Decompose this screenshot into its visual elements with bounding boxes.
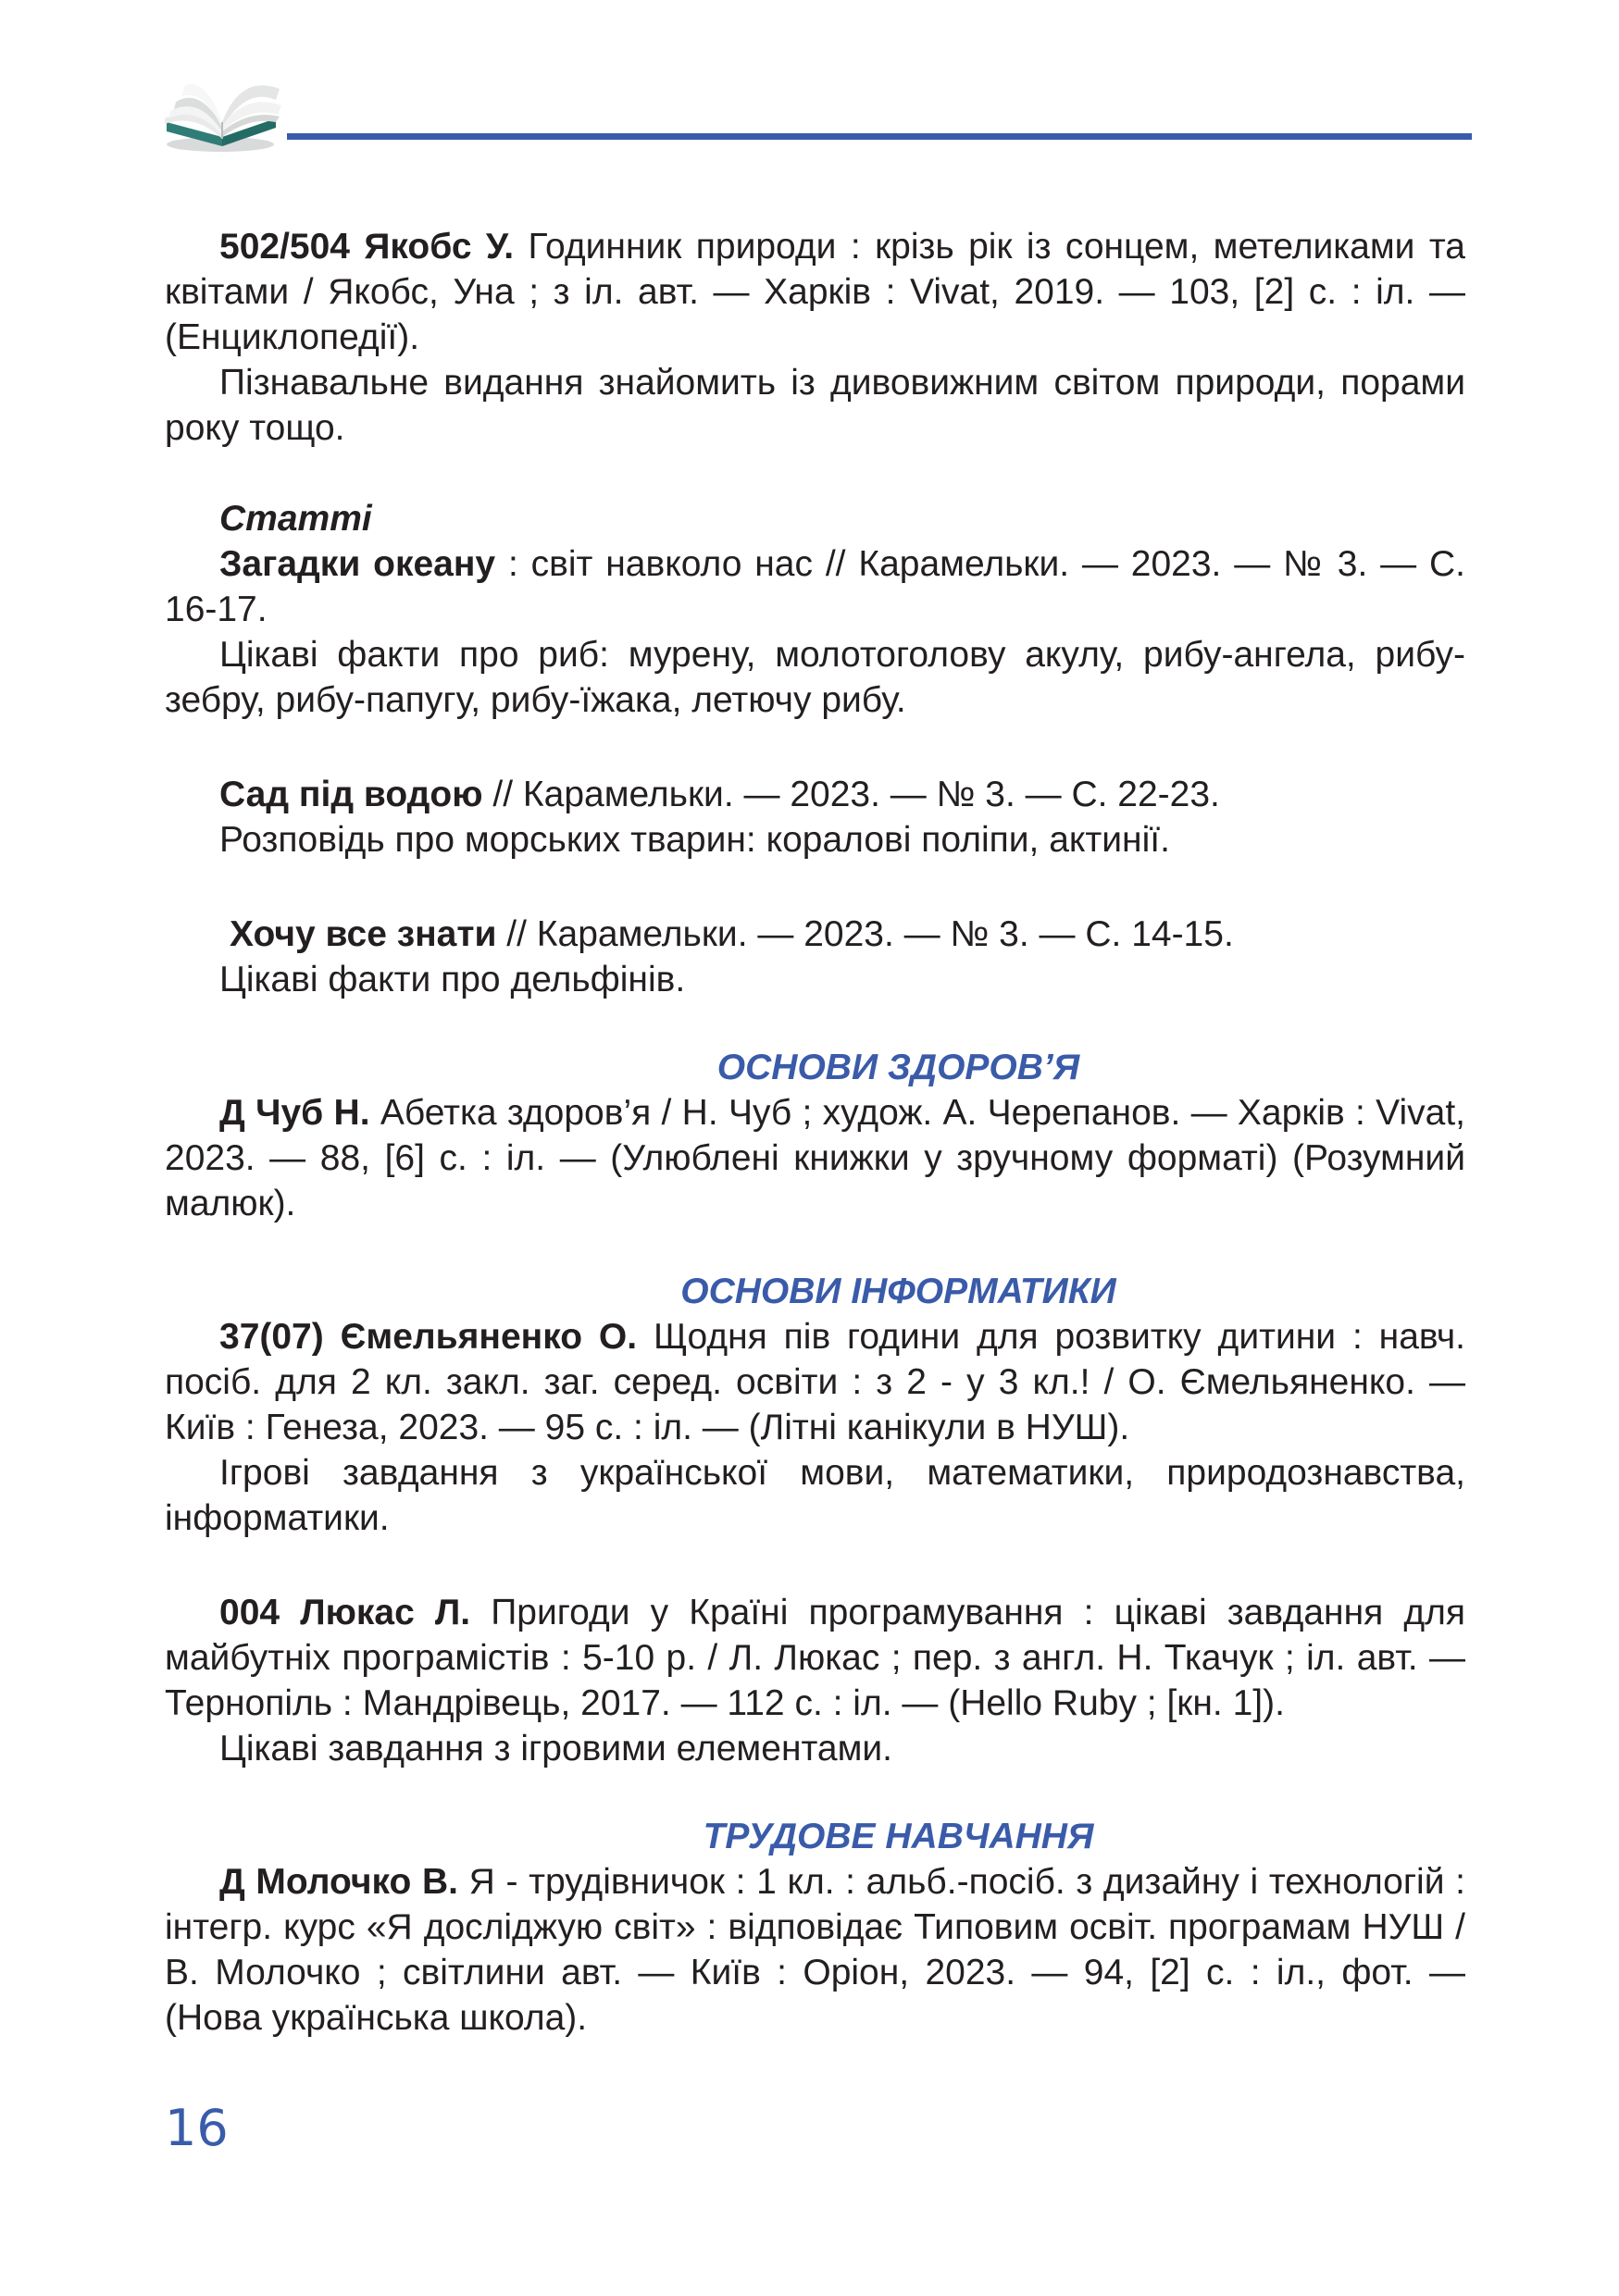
entry-e4 bbox=[165, 912, 1465, 1002]
entry-annotation: Цікаві факти про дельфінів. bbox=[219, 960, 686, 999]
entry-text: Пригоди у Країні програмування : цікаві завдання для майбутніх програмістів : 5-10 р. / Л. Люкас ; пер. з англ. Н. Ткачук ; іл. авт. — Тернопіль : Мандрівець, 2017. — 112 с. : іл. — (Hello Ruby ; [кн. 1]). bbox=[165, 1593, 1465, 1723]
entry-heading: Загадки океану bbox=[219, 544, 496, 584]
entry-e1 bbox=[165, 224, 1465, 451]
entry-heading: Д Чуб Н. bbox=[219, 1093, 370, 1133]
entry-e5 bbox=[165, 1090, 1465, 1226]
bibliography-content bbox=[165, 224, 1465, 2041]
entry-text: // Карамельки. — 2023. — № 3. — С. 14-15. bbox=[496, 914, 1234, 954]
section-informatics-heading: ОСНОВИ ІНФОРМАТИКИ bbox=[680, 1272, 1116, 1311]
entry-annotation: Розповідь про морських тварин: коралові поліпи, актинії. bbox=[219, 820, 1170, 860]
entry-text: : світ навколо нас // Карамельки. — 2023. — № 3. — С. 16-17. bbox=[165, 544, 1466, 629]
section-articles-title: Статті bbox=[219, 499, 372, 539]
page-header bbox=[157, 65, 1472, 157]
entry-text: // Карамельки. — 2023. — № 3. — С. 22-23. bbox=[482, 775, 1220, 814]
entry-annotation: Цікаві завдання з ігровими елементами. bbox=[219, 1729, 893, 1769]
entry-e3 bbox=[165, 772, 1465, 863]
section-health-heading: ОСНОВИ ЗДОРОВ’Я bbox=[716, 1048, 1080, 1087]
entry-heading: 502/504 Якобс У. bbox=[219, 227, 515, 267]
entry-heading: Д Молочко В. bbox=[219, 1862, 459, 1902]
entry-e6 bbox=[165, 1314, 1465, 1541]
page-number: 16 bbox=[165, 2099, 229, 2157]
entry-text: Абетка здоров’я / Н. Чуб ; худож. А. Черепанов. — Харків : Vivat, 2023. — 88, [6] с. : іл. — (Улюблені книжки у зручному форматі) (Розумний малюк). bbox=[165, 1093, 1465, 1223]
entry-e2 bbox=[165, 541, 1465, 723]
entry-heading: Сад під водою bbox=[219, 775, 483, 814]
entry-annotation: Цікаві факти про риб: мурену, молотоголову акулу, рибу-ангела, рибу-зебру, рибу-папугу, рибу-їжака, летючу рибу. bbox=[165, 635, 1465, 720]
open-book-icon bbox=[157, 65, 287, 157]
section-labor-heading: ТРУДОВЕ НАВЧАННЯ bbox=[703, 1817, 1094, 1856]
entry-heading: Хочу все знати bbox=[230, 914, 497, 954]
entry-text: Щодня пів години для розвитку дитини : навч. посіб. для 2 кл. закл. заг. серед. освіти : з 2 - у 3 кл.! / О. Ємельяненко. — Київ : Генеза, 2023. — 95 с. : іл. — (Літні канікули в НУШ). bbox=[165, 1317, 1466, 1447]
entry-text: Годинник природи : крізь рік із сонцем, метеликами та квітами / Якобс, Уна ; з іл. авт. — Харків : Vivat, 2019. — 103, [2] с. : іл. — (Енциклопедії). bbox=[165, 227, 1465, 357]
entry-heading: 004 Люкас Л. bbox=[219, 1593, 471, 1632]
entry-heading: 37(07) Ємельяненко О. bbox=[219, 1317, 638, 1357]
header-rule bbox=[287, 133, 1472, 140]
entry-e7 bbox=[165, 1590, 1465, 1771]
entry-text: Я - трудівничок : 1 кл. : альб.-посіб. з дизайну і технологій : інтегр. курс «Я досліджую світ» : відповідає Типовим освіт. програмам НУШ / В. Молочко ; світлини авт. — Київ : Оріон, 2023. — 94, [2] с. : іл., фот. — (Нова українська школа). bbox=[165, 1862, 1465, 2038]
entry-annotation: Ігрові завдання з української мови, математики, природознавства, інформатики. bbox=[165, 1453, 1465, 1538]
entry-annotation: Пізнавальне видання знайомить із дивовижним світом природи, порами року тощо. bbox=[165, 363, 1465, 448]
entry-e8 bbox=[165, 1859, 1465, 2041]
